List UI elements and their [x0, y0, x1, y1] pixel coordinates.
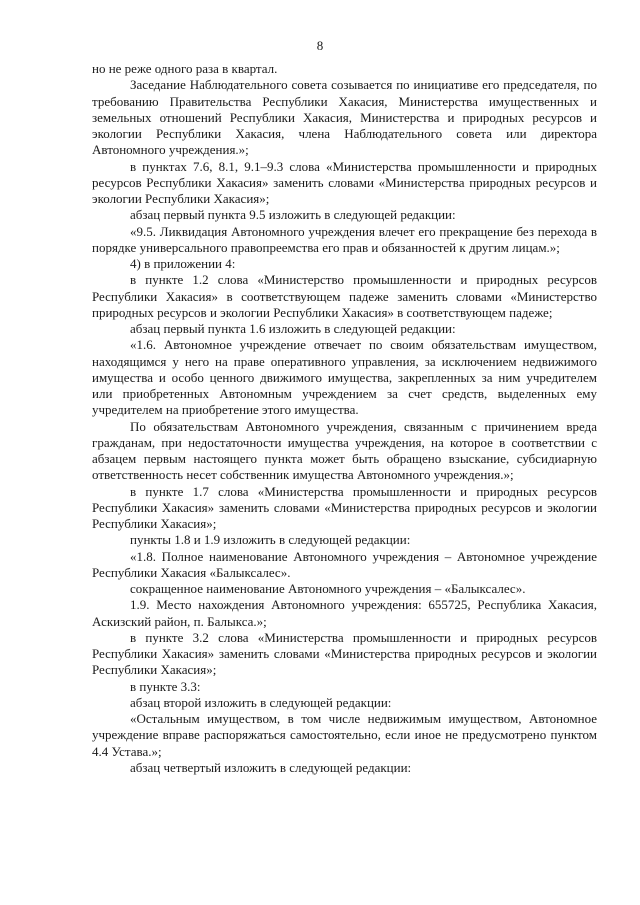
paragraph: в пункте 3.3:	[130, 678, 201, 694]
paragraph: в пункте 3.2 слова «Министерства промышленности и природных ресурсов Республики Хакасия» заменить словами «Министерства природных ресурсов и экологии Республики Хакасия»;	[92, 629, 597, 678]
paragraph: «Остальным имуществом, в том числе недвижимым имуществом, Автономное учреждение вправе распоряжаться самостоятельно, если иное не предусмотрено пунктом 4.4 Устава.»;	[92, 711, 597, 759]
paragraph: 1.9. Место нахождения Автономного учреждения: 655725, Республика Хакасия, Аскизский район, п. Балыкса.»;	[92, 597, 597, 629]
paragraph: Заседание Наблюдательного совета созывается по инициативе его председателя, по требованию Правительства Республики Хакасия, Министерства имущественных и земельных отношений Республики Хакасия, Министерства и природных ресурсов и экологии Республики Хакасия, члена Наблюдательного совета или директора Автономного учреждения.»;	[92, 77, 597, 158]
paragraph: абзац первый пункта 1.6 изложить в следующей редакции:	[130, 321, 456, 336]
paragraph: сокращенное наименование Автономного учреждения – «Балыксалес».	[130, 581, 526, 596]
paragraph: «1.6. Автономное учреждение отвечает по своим обязательствам имуществом, находящимся у него на праве оперативного управления, за исключением недвижимого имущества и особо ценного движимого имущества, закрепленных за ним учредителем или приобретенных Автономным учреждением за счет средств, выделенных ему учредителем на приобретение этого имущества.	[92, 337, 597, 418]
paragraph: но не реже одного раза в квартал.	[92, 61, 278, 76]
page-number: 8	[316, 38, 324, 53]
paragraph: абзац первый пункта 9.5 изложить в следующей редакции:	[130, 207, 456, 223]
document-body	[92, 61, 597, 776]
paragraph: По обязательствам Автономного учреждения, связанным с причинением вреда гражданам, при недостаточности имущества учреждения, на которое в соответствии с абзацем первым настоящего пункта может быть обращено взыскание, субсидиарную ответственность несет собственник имущества Автономного учреждения.»;	[92, 418, 597, 483]
paragraph: 4) в приложении 4:	[130, 256, 236, 271]
paragraph: «1.8. Полное наименование Автономного учреждения – Автономное учреждение Республики Хакасия «Балыксалес».	[92, 548, 597, 580]
paragraph: в пункте 1.7 слова «Министерства промышленности и природных ресурсов Республики Хакасия» заменить словами «Министерства природных ресурсов и экологии Республики Хакасия»;	[92, 483, 597, 531]
paragraph: пункты 1.8 и 1.9 изложить в следующей редакции:	[130, 532, 411, 548]
paragraph: «9.5. Ликвидация Автономного учреждения влечет его прекращение без перехода в порядке универсального правопреемства его прав и обязанностей к другим лицам.»;	[92, 223, 597, 255]
paragraph: в пункте 1.2 слова «Министерство промышленности и природных ресурсов Республики Хакасия» в соответствующем падеже заменить словами «Министерство природных ресурсов и экологии Республики Хакасия» в соответствующем падеже;	[92, 272, 597, 320]
paragraph: абзац четвертый изложить в следующей редакции:	[130, 759, 412, 775]
paragraph: абзац второй изложить в следующей редакции:	[130, 694, 392, 710]
paragraph: в пунктах 7.6, 8.1, 9.1–9.3 слова «Министерства промышленности и природных ресурсов Республики Хакасия» заменить словами «Министерства природных ресурсов и экологии Республики Хакасия»;	[92, 158, 597, 206]
